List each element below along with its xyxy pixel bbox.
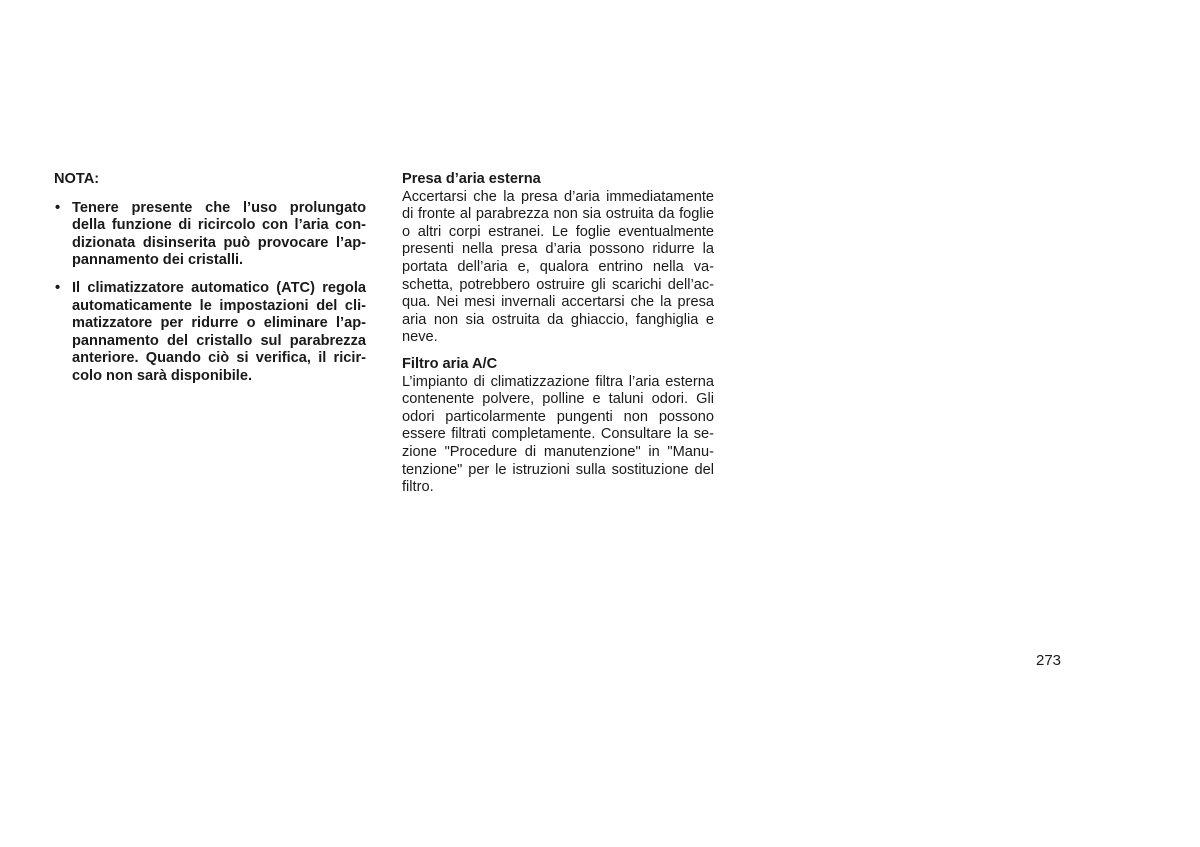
- note-bullet-text: Il climatizzatore automatico (ATC) regola automaticamente le impostazioni del climatizzatore per ridurre o eliminare l’appannamento del cristallo sul parabrezza anteriore. Quando ciò si verifica, il ricircolo non sarà disponibile.: [72, 279, 366, 384]
- section-body-ac-air-filter: L’impianto di climatizzazione filtra l’aria esterna contenente polvere, polline e taluni odori. Gli odori particolarmente pungenti non possono essere filtrati completamente. Consultare la sezione "Procedure di manutenzione" in "Manutenzione" per le istruzioni sulla sostituzione del filtro.: [402, 373, 714, 496]
- section-title-ac-air-filter: Filtro aria A/C: [402, 355, 498, 372]
- page-number: 273: [1036, 652, 1062, 669]
- note-bullet-item: [54, 280, 366, 386]
- section-title-outside-air-intake: Presa d’aria esterna: [402, 171, 541, 187]
- bullet-icon: •: [55, 279, 61, 296]
- note-bullet-list: [54, 200, 366, 386]
- right-column: [402, 171, 714, 506]
- note-bullet-text: Tenere presente che l’uso prolungato della funzione di ricircolo con l’aria condizionata disinserita può provocare l’appannamento dei cristalli.: [72, 199, 366, 269]
- note-label: NOTA:: [54, 171, 100, 187]
- left-column: [54, 171, 366, 396]
- bullet-icon: •: [55, 199, 61, 216]
- section-body-outside-air-intake: Accertarsi che la presa d’aria immediatamente di fronte al parabrezza non sia ostruita da foglie o altri corpi estranei. Le foglie eventualmente presenti nella presa d’aria possono ridurre la portata dell’aria e, qualora entrino nella vaschetta, potrebbero ostruire gli scarichi dell’acqua. Nei mesi invernali accertarsi che la presa aria non sia ostruita da ghiaccio, fanghiglia e neve.: [402, 188, 714, 346]
- note-bullet-item: [54, 200, 366, 270]
